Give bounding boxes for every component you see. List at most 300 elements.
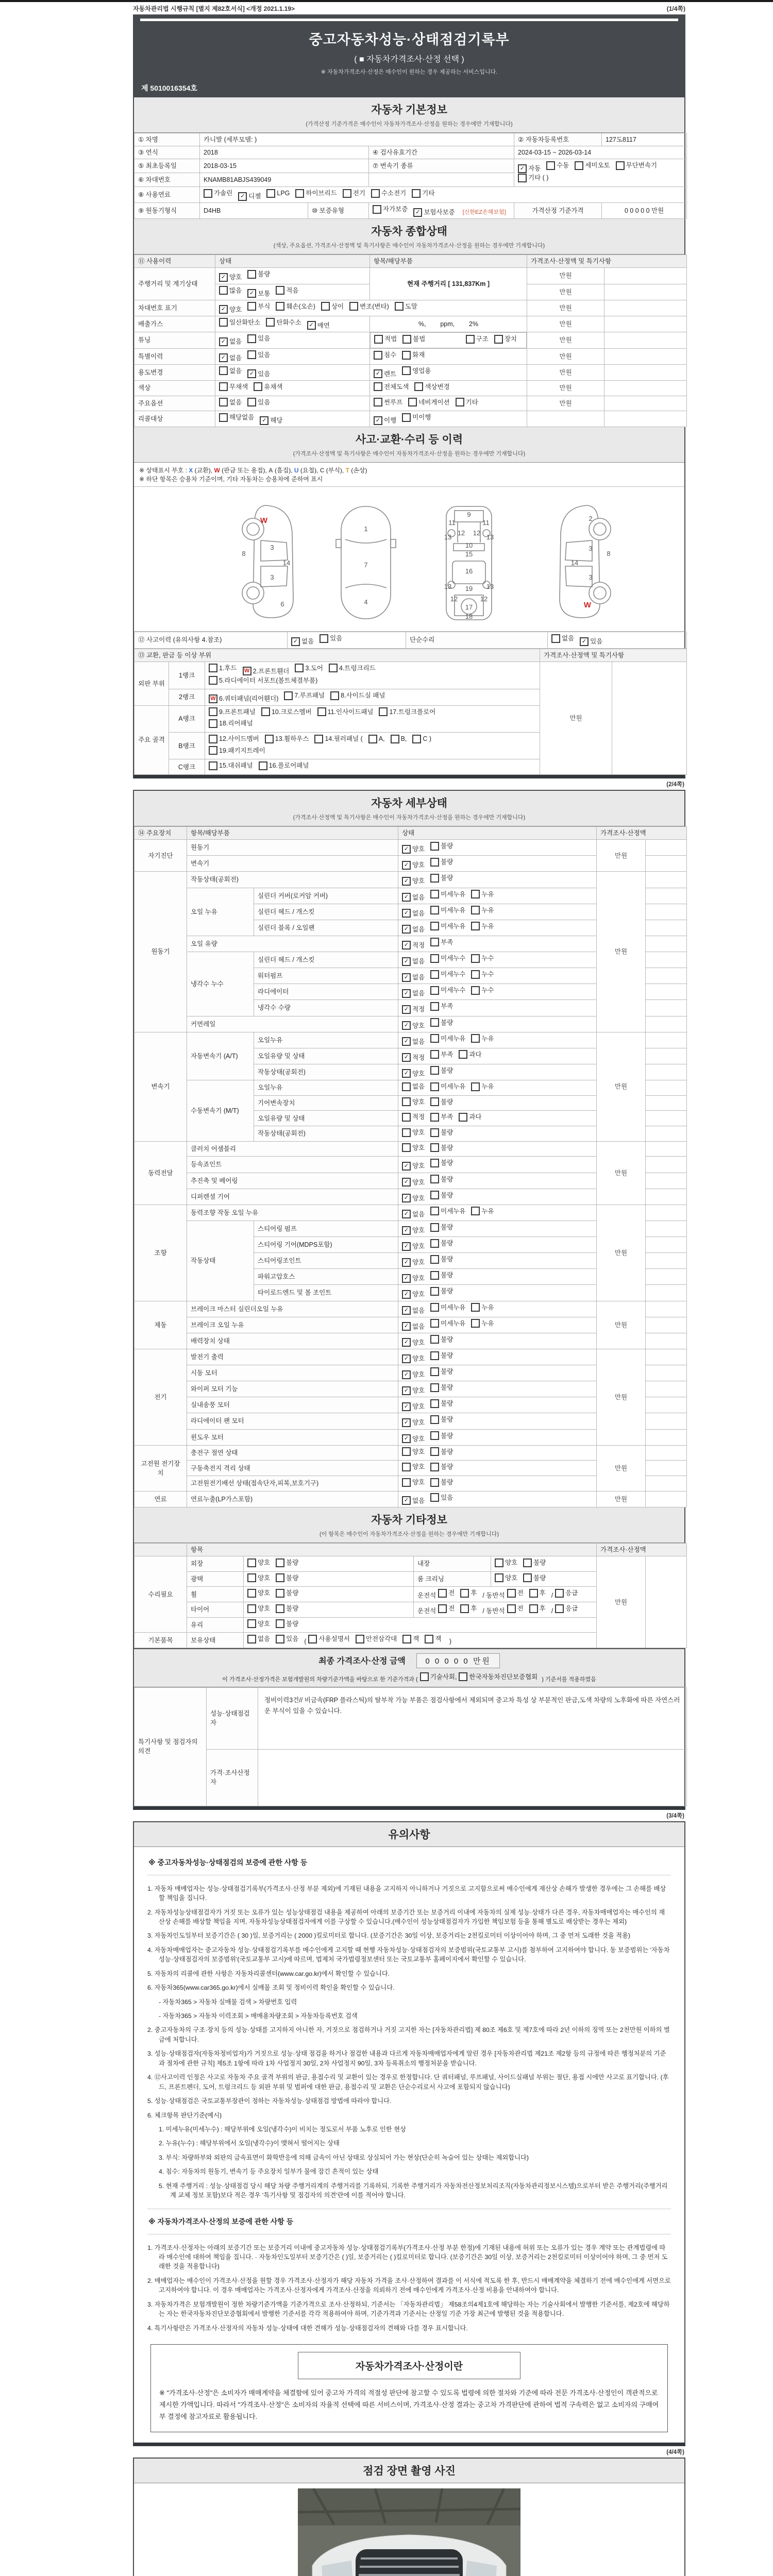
checkbox[interactable]	[430, 1191, 439, 1199]
checkbox[interactable]	[395, 302, 404, 311]
checkbox-option[interactable]	[402, 1478, 425, 1487]
checkbox[interactable]	[459, 1050, 467, 1059]
checkbox[interactable]: ✓	[219, 305, 228, 314]
checkbox-option[interactable]	[507, 1588, 524, 1598]
checkbox-option[interactable]	[343, 189, 365, 198]
w-mark-checkbox[interactable]: W	[209, 694, 217, 703]
checkbox[interactable]	[219, 318, 228, 327]
checkbox-option[interactable]	[430, 1399, 453, 1408]
checkbox-option[interactable]	[295, 664, 323, 673]
checkbox-option[interactable]	[276, 1573, 298, 1583]
checkbox[interactable]: ✓	[402, 1338, 411, 1347]
checkbox[interactable]	[430, 1319, 439, 1328]
checkbox-option[interactable]	[430, 1462, 453, 1471]
checkbox[interactable]	[276, 1635, 284, 1643]
checkbox-option[interactable]	[471, 1207, 494, 1216]
checkbox-option[interactable]	[402, 1082, 425, 1091]
checkbox[interactable]: ✓	[219, 273, 228, 282]
checkbox[interactable]	[430, 938, 439, 946]
checkbox-option[interactable]	[412, 734, 431, 743]
checkbox[interactable]	[495, 1558, 503, 1567]
checkbox-option[interactable]	[471, 1034, 494, 1043]
checkbox-option[interactable]	[320, 634, 342, 643]
checkbox[interactable]	[414, 382, 423, 391]
checkbox-option[interactable]	[430, 890, 465, 899]
checkbox-option[interactable]	[209, 719, 253, 728]
checkbox-option[interactable]	[471, 1082, 494, 1091]
checkbox[interactable]	[529, 1589, 538, 1598]
checkbox-option[interactable]	[265, 734, 309, 743]
checkbox[interactable]: ✓	[402, 845, 411, 854]
checkbox-option[interactable]	[209, 761, 253, 770]
checkbox-option[interactable]	[368, 734, 385, 743]
checkbox-option[interactable]	[402, 1634, 419, 1643]
checkbox-option[interactable]	[471, 970, 494, 979]
checkbox[interactable]	[247, 270, 256, 279]
checkbox[interactable]	[317, 707, 326, 716]
checkbox[interactable]	[430, 970, 439, 979]
checkbox[interactable]	[276, 1558, 284, 1567]
checkbox-option[interactable]	[402, 860, 425, 870]
checkbox[interactable]	[209, 664, 217, 672]
checkbox[interactable]	[343, 189, 351, 198]
checkbox[interactable]: ✓	[402, 1226, 411, 1235]
checkbox[interactable]: ✓	[402, 1021, 411, 1030]
checkbox[interactable]	[276, 1604, 284, 1613]
checkbox[interactable]: ✓	[247, 289, 256, 298]
checkbox[interactable]	[402, 1478, 411, 1487]
checkbox-option[interactable]	[402, 1053, 425, 1062]
checkbox[interactable]	[430, 986, 439, 995]
checkbox-option[interactable]	[460, 1604, 477, 1613]
checkbox[interactable]	[471, 1207, 480, 1215]
checkbox-option[interactable]	[471, 906, 494, 915]
checkbox[interactable]	[219, 413, 228, 422]
checkbox[interactable]	[308, 1635, 317, 1643]
checkbox-option[interactable]	[295, 189, 337, 198]
checkbox[interactable]	[430, 1066, 439, 1075]
checkbox[interactable]: ✓	[402, 1053, 411, 1062]
checkbox-option[interactable]	[204, 189, 232, 198]
checkbox-option[interactable]	[374, 382, 409, 392]
checkbox-option[interactable]	[471, 922, 494, 931]
checkbox-option[interactable]	[247, 1558, 270, 1567]
checkbox[interactable]: ✓	[238, 192, 247, 201]
checkbox[interactable]	[219, 398, 228, 406]
checkbox-option[interactable]	[209, 664, 237, 673]
checkbox-option[interactable]	[402, 1462, 425, 1471]
checkbox[interactable]	[430, 1143, 439, 1152]
checkbox[interactable]	[430, 1431, 439, 1440]
checkbox[interactable]: ✓	[402, 1274, 411, 1283]
checkbox[interactable]	[368, 735, 377, 743]
checkbox[interactable]	[402, 366, 411, 375]
checkbox[interactable]: ✓	[402, 1290, 411, 1299]
checkbox-option[interactable]	[276, 1604, 298, 1613]
checkbox[interactable]	[402, 1097, 411, 1106]
checkbox[interactable]	[575, 161, 583, 170]
checkbox[interactable]	[247, 1558, 256, 1567]
checkbox-option[interactable]	[402, 1097, 425, 1107]
checkbox-option[interactable]	[438, 1604, 455, 1613]
checkbox-option[interactable]	[430, 1367, 453, 1376]
checkbox[interactable]	[430, 1207, 439, 1215]
checkbox-option[interactable]	[314, 734, 362, 743]
checkbox[interactable]	[430, 922, 439, 930]
checkbox-option[interactable]	[430, 1478, 453, 1487]
checkbox-option[interactable]	[430, 1447, 453, 1456]
checkbox[interactable]	[430, 1097, 439, 1106]
checkbox-option[interactable]	[247, 269, 270, 279]
checkbox[interactable]	[430, 1463, 439, 1471]
checkbox-option[interactable]	[402, 1161, 425, 1171]
checkbox[interactable]	[402, 413, 411, 422]
checkbox[interactable]	[261, 707, 270, 716]
checkbox[interactable]	[247, 398, 256, 406]
checkbox-option[interactable]	[247, 1573, 270, 1583]
checkbox[interactable]: ✓	[247, 369, 256, 378]
checkbox-option[interactable]	[402, 844, 425, 854]
checkbox-option[interactable]	[430, 922, 465, 931]
checkbox-option[interactable]	[402, 1258, 425, 1267]
checkbox[interactable]	[402, 1082, 411, 1091]
checkbox[interactable]: ✓	[413, 208, 422, 217]
checkbox[interactable]	[430, 1367, 439, 1376]
checkbox[interactable]	[209, 719, 217, 728]
checkbox-option[interactable]	[219, 398, 242, 407]
checkbox-option[interactable]	[575, 161, 610, 170]
checkbox[interactable]	[209, 746, 217, 755]
checkbox-option[interactable]	[276, 286, 298, 295]
checkbox-option[interactable]	[430, 1128, 453, 1137]
checkbox-option[interactable]	[291, 637, 314, 646]
checkbox-option[interactable]	[402, 909, 425, 918]
checkbox-option[interactable]	[259, 761, 309, 770]
checkbox[interactable]	[471, 1303, 480, 1312]
checkbox-option[interactable]	[402, 1037, 425, 1046]
checkbox[interactable]	[371, 189, 380, 198]
checkbox[interactable]	[471, 1034, 480, 1043]
checkbox-option[interactable]	[219, 318, 260, 327]
checkbox-option[interactable]	[430, 1223, 453, 1232]
checkbox-option[interactable]	[374, 398, 402, 407]
checkbox[interactable]: ✓	[402, 1322, 411, 1331]
checkbox-option[interactable]	[430, 1351, 453, 1360]
checkbox[interactable]: ✓	[402, 1402, 411, 1411]
checkbox-option[interactable]	[460, 1588, 477, 1598]
checkbox-option[interactable]	[402, 893, 425, 902]
checkbox-option[interactable]	[471, 954, 494, 963]
checkbox-option[interactable]	[430, 1383, 453, 1392]
checkbox[interactable]	[374, 335, 383, 344]
checkbox-option[interactable]	[408, 398, 449, 407]
checkbox[interactable]	[430, 1128, 439, 1137]
checkbox[interactable]	[295, 189, 304, 198]
checkbox[interactable]	[402, 1463, 411, 1471]
checkbox[interactable]	[329, 664, 338, 672]
checkbox[interactable]	[402, 1128, 411, 1137]
checkbox-option[interactable]	[219, 273, 242, 282]
checkbox[interactable]	[402, 1447, 411, 1456]
checkbox[interactable]: ✓	[402, 1210, 411, 1218]
checkbox-option[interactable]	[420, 1672, 457, 1681]
checkbox[interactable]	[266, 318, 275, 327]
checkbox-option[interactable]	[523, 1573, 546, 1583]
checkbox[interactable]	[402, 1113, 411, 1122]
checkbox-option[interactable]	[402, 1069, 425, 1078]
checkbox-option[interactable]	[430, 1082, 465, 1091]
checkbox-option[interactable]	[494, 334, 517, 344]
checkbox[interactable]	[430, 954, 439, 963]
checkbox-option[interactable]	[471, 1319, 494, 1328]
checkbox-option[interactable]	[307, 321, 330, 330]
checkbox[interactable]	[518, 174, 527, 182]
checkbox-option[interactable]	[507, 1604, 524, 1613]
checkbox[interactable]	[425, 1635, 433, 1643]
checkbox[interactable]	[276, 286, 284, 295]
checkbox-option[interactable]	[529, 1588, 546, 1598]
checkbox[interactable]	[438, 1589, 447, 1598]
checkbox[interactable]	[276, 1619, 284, 1628]
checkbox[interactable]	[430, 1399, 439, 1408]
checkbox-option[interactable]	[402, 941, 425, 950]
checkbox-option[interactable]	[402, 1005, 425, 1014]
checkbox[interactable]	[471, 922, 480, 930]
checkbox-option[interactable]	[308, 1634, 349, 1643]
checkbox-option[interactable]	[430, 1002, 453, 1011]
checkbox-option[interactable]	[402, 350, 425, 360]
checkbox-option[interactable]	[402, 1306, 425, 1315]
checkbox-option[interactable]	[546, 161, 569, 170]
w-mark-checkbox[interactable]: W	[243, 667, 251, 675]
checkbox[interactable]: ✓	[402, 1194, 411, 1202]
checkbox[interactable]: ✓	[402, 1306, 411, 1315]
checkbox[interactable]	[374, 351, 382, 360]
checkbox-option[interactable]	[402, 413, 431, 422]
checkbox-option[interactable]	[276, 302, 315, 311]
checkbox[interactable]	[430, 1255, 439, 1264]
checkbox-option[interactable]	[412, 189, 434, 198]
checkbox[interactable]	[374, 398, 382, 406]
checkbox-option[interactable]	[430, 1158, 453, 1167]
checkbox-option[interactable]	[219, 286, 242, 295]
checkbox[interactable]	[555, 1604, 564, 1613]
checkbox[interactable]	[247, 1635, 256, 1643]
checkbox-option[interactable]	[402, 1496, 425, 1505]
checkbox-option[interactable]	[276, 1558, 298, 1567]
checkbox-option[interactable]	[374, 416, 396, 425]
checkbox-option[interactable]	[425, 1634, 441, 1643]
checkbox[interactable]	[459, 1113, 467, 1122]
checkbox[interactable]: ✓	[402, 1178, 411, 1187]
checkbox[interactable]: ✓	[291, 637, 300, 646]
checkbox-option[interactable]	[430, 938, 453, 947]
checkbox[interactable]	[408, 398, 417, 406]
checkbox[interactable]: ✓	[580, 637, 589, 646]
checkbox-option[interactable]	[430, 1303, 465, 1312]
checkbox-option[interactable]	[402, 1274, 425, 1283]
checkbox[interactable]	[209, 676, 217, 685]
checkbox-option[interactable]	[430, 1018, 453, 1027]
checkbox-option[interactable]	[495, 1558, 517, 1567]
checkbox-option[interactable]	[402, 366, 431, 376]
checkbox-option[interactable]	[580, 637, 602, 646]
checkbox-option[interactable]	[430, 1493, 453, 1502]
checkbox[interactable]	[247, 1573, 256, 1582]
checkbox[interactable]: ✓	[402, 1037, 411, 1046]
checkbox-option[interactable]	[247, 289, 270, 298]
checkbox[interactable]	[412, 735, 421, 743]
checkbox-option[interactable]	[402, 1338, 425, 1347]
checkbox-option[interactable]	[402, 1447, 425, 1456]
checkbox-option[interactable]	[247, 398, 270, 407]
checkbox[interactable]: ✓	[402, 1418, 411, 1427]
checkbox[interactable]	[219, 286, 228, 295]
checkbox[interactable]	[402, 351, 411, 360]
checkbox-option[interactable]	[356, 1634, 397, 1643]
checkbox[interactable]	[460, 1589, 469, 1598]
checkbox-option[interactable]	[373, 205, 408, 214]
checkbox[interactable]: ✓	[307, 321, 316, 330]
checkbox-option[interactable]	[276, 1634, 298, 1643]
checkbox[interactable]: ✓	[402, 877, 411, 886]
checkbox[interactable]	[219, 366, 228, 375]
checkbox[interactable]	[523, 1573, 532, 1582]
checkbox[interactable]	[402, 1143, 411, 1152]
checkbox-option[interactable]	[254, 382, 282, 392]
checkbox-option[interactable]	[430, 1415, 453, 1424]
checkbox[interactable]	[314, 735, 323, 743]
checkbox[interactable]	[471, 954, 480, 963]
checkbox-option[interactable]	[430, 1319, 465, 1328]
checkbox[interactable]	[507, 1604, 516, 1613]
checkbox-option[interactable]	[430, 1270, 453, 1280]
checkbox[interactable]	[430, 1351, 439, 1360]
checkbox-option[interactable]	[209, 676, 317, 685]
checkbox[interactable]	[276, 302, 284, 311]
checkbox[interactable]: ✓	[402, 973, 411, 982]
checkbox-option[interactable]	[374, 369, 396, 379]
checkbox-option[interactable]	[430, 1175, 453, 1184]
checkbox[interactable]	[412, 189, 421, 198]
checkbox[interactable]	[247, 302, 256, 311]
checkbox-option[interactable]	[321, 302, 344, 311]
checkbox[interactable]	[247, 1589, 256, 1598]
checkbox-option[interactable]	[430, 954, 465, 963]
checkbox[interactable]	[430, 874, 439, 883]
checkbox[interactable]	[456, 398, 464, 406]
checkbox[interactable]	[254, 382, 262, 391]
checkbox-option[interactable]	[402, 334, 425, 344]
checkbox-option[interactable]	[402, 1354, 425, 1363]
checkbox-option[interactable]	[261, 707, 312, 717]
checkbox-option[interactable]	[276, 1619, 298, 1629]
checkbox-option[interactable]	[247, 1588, 270, 1598]
checkbox-option[interactable]	[555, 1604, 578, 1613]
checkbox-option[interactable]	[402, 957, 425, 966]
checkbox-option[interactable]	[247, 1604, 270, 1613]
checkbox-option[interactable]	[430, 1335, 453, 1344]
checkbox[interactable]	[495, 1573, 503, 1582]
checkbox[interactable]	[266, 189, 275, 198]
checkbox-option[interactable]	[247, 302, 270, 311]
checkbox[interactable]	[430, 1383, 439, 1392]
checkbox-option[interactable]	[523, 1558, 546, 1567]
checkbox-option[interactable]	[413, 208, 455, 217]
checkbox[interactable]	[430, 1415, 439, 1424]
checkbox[interactable]	[551, 634, 560, 643]
checkbox-option[interactable]	[402, 1194, 425, 1203]
checkbox[interactable]	[430, 1239, 439, 1248]
checkbox[interactable]	[247, 350, 256, 359]
checkbox[interactable]	[284, 691, 293, 700]
checkbox[interactable]	[349, 302, 358, 311]
checkbox[interactable]	[471, 1319, 480, 1328]
checkbox-option[interactable]	[414, 382, 449, 392]
checkbox-option[interactable]	[402, 1178, 425, 1187]
checkbox-option[interactable]	[374, 334, 397, 344]
checkbox[interactable]: ✓	[402, 1496, 411, 1505]
checkbox-option[interactable]	[379, 707, 435, 717]
checkbox-option[interactable]	[330, 691, 385, 700]
checkbox-option[interactable]	[260, 416, 282, 425]
checkbox[interactable]	[616, 161, 625, 170]
checkbox-option[interactable]	[402, 1226, 425, 1235]
checkbox-option[interactable]	[238, 192, 261, 201]
checkbox[interactable]	[209, 761, 217, 770]
checkbox-option[interactable]	[402, 925, 425, 934]
checkbox[interactable]	[247, 1619, 256, 1628]
checkbox-option[interactable]	[430, 1143, 453, 1153]
checkbox[interactable]	[430, 1447, 439, 1456]
checkbox-option[interactable]	[438, 1588, 455, 1598]
checkbox-option[interactable]	[391, 734, 407, 743]
checkbox-option[interactable]	[402, 989, 425, 998]
checkbox[interactable]: ✓	[219, 353, 228, 362]
checkbox-option[interactable]	[402, 1021, 425, 1030]
checkbox[interactable]	[471, 970, 480, 979]
checkbox[interactable]: ✓	[402, 941, 411, 950]
checkbox[interactable]	[320, 634, 328, 643]
checkbox[interactable]	[471, 1082, 480, 1091]
checkbox-option[interactable]	[430, 970, 465, 979]
checkbox-option[interactable]	[209, 694, 278, 703]
checkbox[interactable]: ✓	[402, 989, 411, 998]
checkbox[interactable]: ✓	[402, 1162, 411, 1171]
checkbox-option[interactable]	[349, 302, 389, 311]
checkbox-option[interactable]	[395, 302, 417, 311]
checkbox[interactable]	[295, 664, 304, 672]
checkbox-option[interactable]	[430, 1431, 453, 1440]
checkbox-option[interactable]	[402, 1290, 425, 1299]
checkbox[interactable]: ✓	[402, 957, 411, 966]
checkbox-option[interactable]	[430, 1191, 453, 1200]
checkbox-option[interactable]	[518, 173, 548, 182]
checkbox[interactable]: ✓	[402, 861, 411, 870]
checkbox-option[interactable]	[471, 986, 494, 995]
checkbox-option[interactable]	[247, 1634, 270, 1643]
checkbox[interactable]	[430, 1175, 439, 1183]
checkbox-option[interactable]	[430, 1255, 453, 1264]
checkbox[interactable]	[471, 890, 480, 899]
checkbox-option[interactable]	[402, 1370, 425, 1379]
checkbox-option[interactable]	[209, 707, 256, 717]
checkbox-option[interactable]	[371, 189, 406, 198]
checkbox[interactable]: ✓	[402, 893, 411, 902]
checkbox-option[interactable]	[402, 973, 425, 982]
checkbox[interactable]	[430, 1159, 439, 1167]
checkbox-option[interactable]	[430, 1097, 453, 1107]
